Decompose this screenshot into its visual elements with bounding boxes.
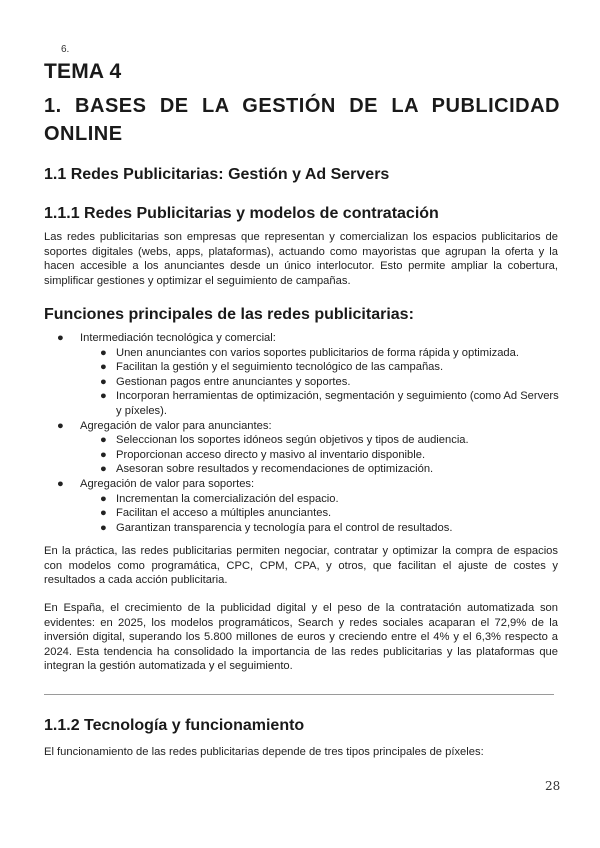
bullet-icon: ● [100, 434, 107, 447]
page-number: 28 [545, 779, 561, 793]
list-item: ● Garantizan transparencia y tecnología para el control de resultados. [100, 521, 453, 534]
function-group [44, 477, 560, 535]
bullet-icon: ● [57, 419, 64, 432]
bullet-icon: ● [100, 346, 107, 359]
list-item: ● Gestionan pagos entre anunciantes y soportes. [100, 375, 351, 388]
pixels-intro-paragraph: El funcionamiento de las redes publicitarias depende de tres tipos principales de píxeles: [44, 746, 484, 758]
list-item: ● Seleccionan los soportes idóneos según objetivos y tipos de audiencia. [100, 434, 469, 447]
function-group [44, 331, 560, 419]
functions-list [44, 331, 560, 535]
bullet-icon: ● [57, 477, 64, 490]
page-title: 1. BASES DE LA GESTIÓN DE LA PUBLICIDAD ONLINE [44, 95, 560, 145]
list-item: ● Facilitan la gestión y el seguimiento tecnológico de las campañas. [100, 361, 444, 374]
function-group-label: Agregación de valor para anunciantes: [80, 419, 272, 432]
list-item: ● Proporcionan acceso directo y masivo al inventario disponible. [100, 448, 426, 461]
list-item: ● Facilitan el acceso a múltiples anunciantes. [100, 507, 332, 520]
section-divider [44, 694, 554, 695]
bullet-icon: ● [100, 463, 107, 476]
spain-paragraph: En España, el crecimiento de la publicidad digital y el peso de la contratación automatizada son evidentes: en 2025, los modelos programáticos, Search y redes sociales acaparan el 72,9% de la inversión digital, superando los 5.800 millones de euros y creciendo entre el 4% y el 6,3% respecto a 2024. Esta tendencia ha consolidado la importancia de las redes publicitarias y las plataformas que integran la gestión automatizada y el seguimiento. [44, 602, 558, 673]
practice-paragraph: En la práctica, las redes publicitarias permiten negociar, contratar y optimizar la compra de espacios con modelos como programática, CPC, CPM, CPA, y otros, que facilitan el ajuste de costes y resultados a cada acción publicitaria. [44, 545, 558, 587]
function-group [44, 419, 560, 477]
list-item: ● Unen anunciantes con varios soportes publicitarios de forma rápida y optimizada. [100, 346, 519, 359]
function-group-label: Agregación de valor para soportes: [80, 477, 255, 490]
bullet-icon: ● [100, 375, 107, 388]
bullet-icon: ● [57, 332, 64, 344]
bullet-icon: ● [100, 507, 107, 520]
list-marker: 6. [61, 44, 70, 55]
list-item: ● Asesoran sobre resultados y recomendaciones de optimización. [100, 463, 434, 476]
bullet-icon: ● [100, 521, 107, 534]
bullet-icon: ● [100, 361, 107, 374]
section-heading-1-1-1: 1.1.1 Redes Publicitarias y modelos de contratación [44, 205, 439, 222]
function-group-label: Intermediación tecnológica y comercial: [80, 332, 276, 344]
section-heading-1-1: 1.1 Redes Publicitarias: Gestión y Ad Servers [44, 166, 390, 183]
section-heading-1-1-2: 1.1.2 Tecnología y funcionamiento [44, 717, 305, 734]
list-item: ● Incrementan la comercialización del espacio. [100, 492, 339, 505]
bullet-icon: ● [100, 492, 107, 505]
bullet-icon: ● [100, 390, 107, 403]
intro-paragraph: Las redes publicitarias son empresas que representan y comercializan los espacios publicitarios de soportes digitales (webs, apps, plataformas), actuando como mayoristas que agrupan la oferta y la hacen accesible a los anunciantes desde un único interlocutor. Esto permite ampliar la cobertura, simplificar gestiones y optimizar el seguimiento de campañas. [44, 231, 558, 287]
tema-heading: TEMA 4 [44, 60, 122, 83]
bullet-icon: ● [100, 448, 107, 461]
functions-heading: Funciones principales de las redes publicitarias: [44, 306, 414, 323]
list-item: ● Incorporan herramientas de optimización, segmentación y seguimiento (como Ad Servers y píxeles). [100, 390, 559, 417]
